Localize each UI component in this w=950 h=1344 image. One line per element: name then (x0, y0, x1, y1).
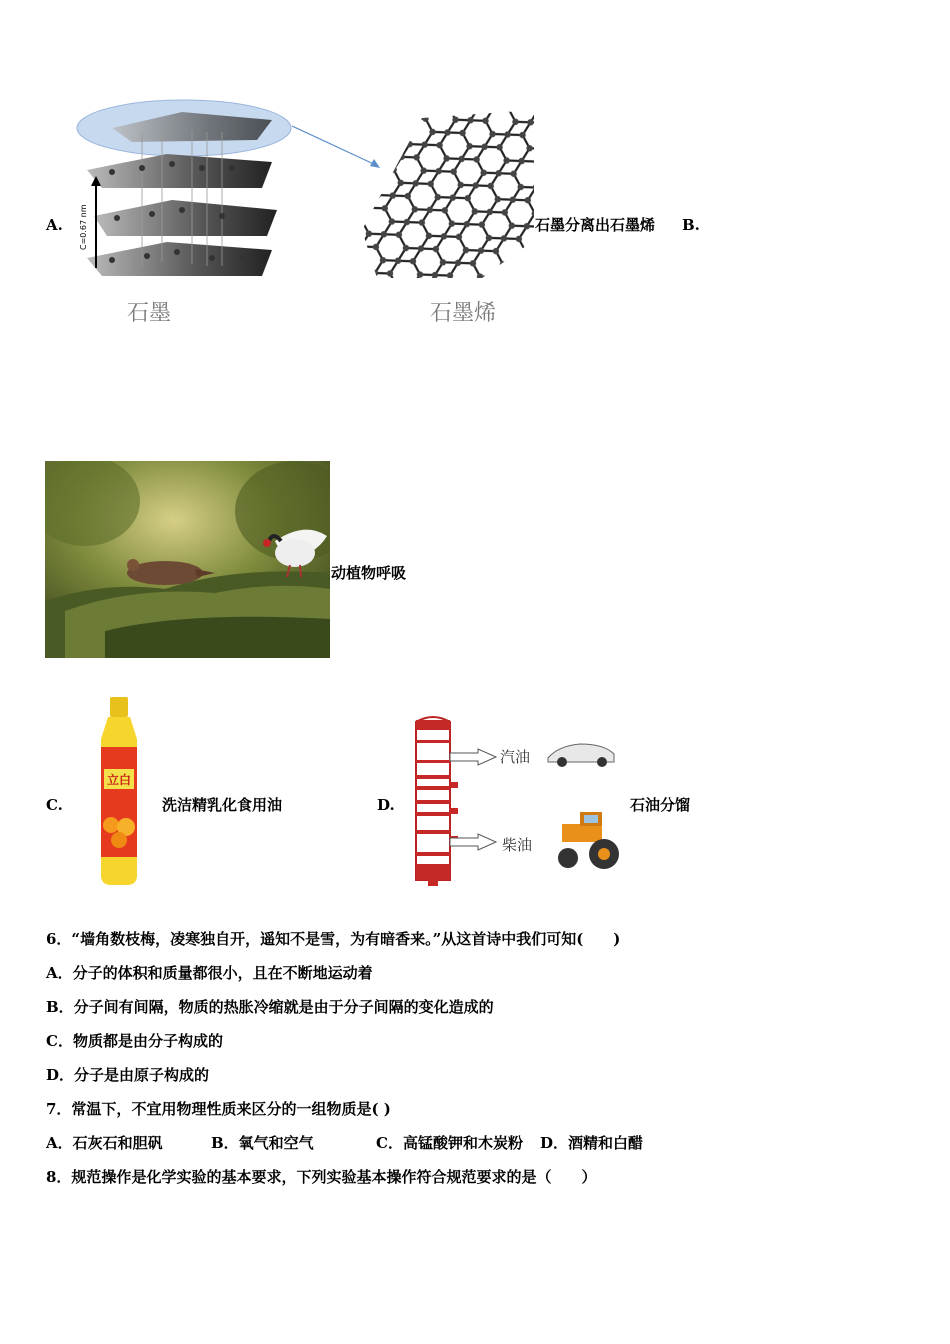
graphite-image (72, 98, 302, 333)
fractionation-tower-image (408, 712, 628, 890)
q7-option-c: C．高锰酸钾和木炭粉 (376, 1134, 523, 1152)
q6-stem: 6．“墙角数枝梅，凌寒独自开，遥知不是雪，为有暗香来。”从这首诗中我们可知( ) (46, 930, 621, 948)
gasoline-label: 汽油 (500, 748, 531, 766)
graphene-label: 石墨烯 (430, 301, 497, 326)
option-d-caption: 石油分馏 (630, 796, 691, 814)
spacing-label: C=0.67 nm (79, 204, 88, 250)
q7-option-a: A．石灰石和胆矾 (46, 1134, 163, 1152)
q7-option-b: B．氧气和空气 (211, 1134, 314, 1152)
birds-photo (45, 461, 330, 658)
q6-option-a: A．分子的体积和质量都很小，且在不断地运动着 (46, 964, 373, 982)
option-d-letter: D. (377, 796, 395, 814)
q6-option-b: B．分子间有间隔，物质的热胀冷缩就是由于分子间隔的变化造成的 (46, 998, 494, 1016)
bottle-brand-label: 立白 (106, 773, 132, 787)
q8-stem: 8．规范操作是化学实验的基本要求，下列实验基本操作符合规范要求的是（ ） (46, 1168, 597, 1186)
q6-option-d: D．分子是由原子构成的 (46, 1066, 210, 1084)
q7-stem: 7．常温下，不宜用物理性质来区分的一组物质是( ) (46, 1100, 391, 1118)
option-b-letter: B. (682, 216, 700, 234)
option-a-caption: 石墨分离出石墨烯 (535, 216, 656, 234)
option-b-caption: 动植物呼吸 (331, 564, 407, 582)
diesel-label: 柴油 (502, 836, 533, 854)
q7-option-d: D．酒精和白醋 (540, 1134, 644, 1152)
graphene-image (362, 110, 537, 335)
graphite-label: 石墨 (127, 301, 172, 326)
option-a-letter: A. (46, 216, 63, 234)
detergent-bottle-image (93, 697, 145, 887)
option-c-letter: C. (46, 796, 63, 814)
option-c-caption: 洗洁精乳化食用油 (162, 796, 283, 814)
q6-option-c: C．物质都是由分子构成的 (46, 1032, 223, 1050)
